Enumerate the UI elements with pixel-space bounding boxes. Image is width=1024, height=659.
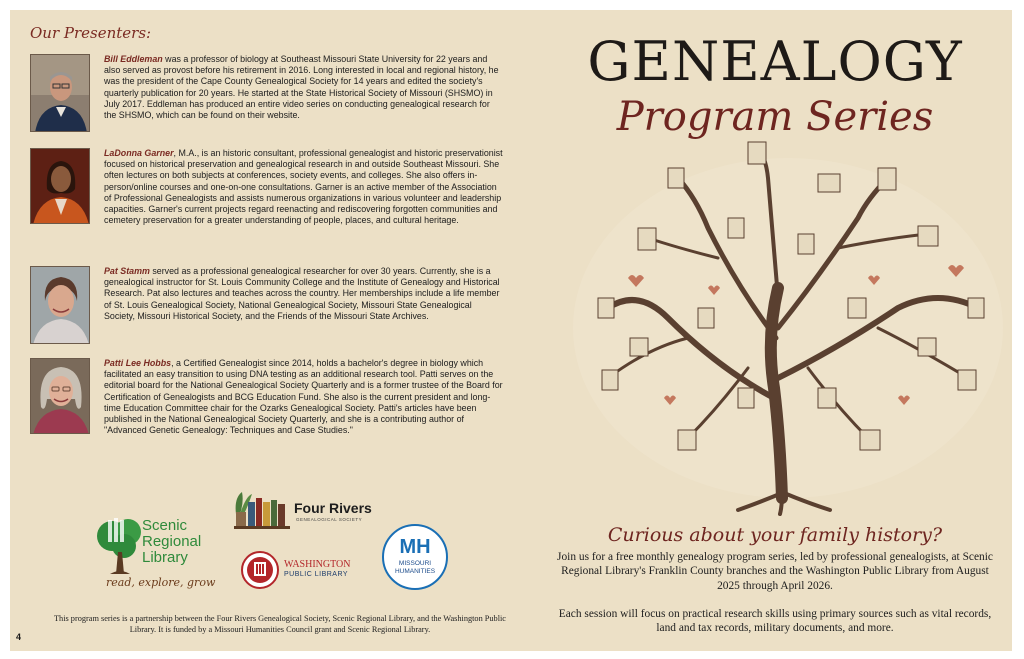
footer-note: This program series is a partnership between the Four Rivers Genealogical Society, Scenic Regional Library, and the Washington Public Library. It is funded by a Missouri Humanities Council grant and Scenic Regional Library.: [53, 614, 506, 634]
title-sub: Program Series: [616, 94, 934, 140]
four-rivers-logo: [232, 488, 382, 530]
sessions-paragraph: Each session will focus on practical research skills using primary sources such as vital records, land and tax records, military documents, and more.: [558, 608, 992, 635]
scenic-logo-line3: Library: [142, 549, 188, 566]
family-tree-illustration: [568, 138, 1008, 518]
tagline: Curious about your family history?: [607, 524, 943, 546]
presenters-heading: Our Presenters:: [30, 24, 152, 42]
washington-line1: WASHINGTON: [284, 559, 351, 570]
intro-paragraph: Join us for a free monthly genealogy program series, led by professional genealogists, at Scenic Regional Library's Franklin County branches and the Washington Public Library from August 2025 through April 2026.: [557, 551, 993, 592]
scenic-regional-library-logo: [94, 508, 234, 598]
presenter-bio: Pat Stamm served as a professional genealogical researcher for over 30 years. Currently, she is a genealogical instructor for St. Louis Community College and the Institute of Genealogy and Historical Research. Pat also lectures and teaches across the country. Her memberships include a life member of St. Louis Genealogical Society, National Genealogical Society, Missouri State Genealogical Society, Missouri Historical Society, and the Friends of the Missouri State Archives.: [104, 266, 500, 321]
scenic-logo-line1: Scenic: [142, 517, 188, 534]
four-rivers-sub: GENEALOGICAL SOCIETY: [296, 517, 363, 522]
presenter-bio: LaDonna Garner, M.A., is an historic consultant, professional genealogist and historic preservationist focused on historical preservation and genealogical research in and outside Southeast Missouri. She often lectures on both subjects at conferences, society events, and colleges. She also offers in-person/online courses and one-on-one consultations. Garner is an active member of the Association of Professional Genealogists and assists numerous organizations in various volunteer and leadership capacities. Garner's current projects regard reenacting and rediscovering forgotten communities and cemetery preservation for a greater understanding of people, places, and cultural heritage.: [104, 148, 503, 226]
presenter-name: Pat Stamm: [104, 266, 150, 276]
washington-line2: PUBLIC LIBRARY: [284, 571, 349, 578]
presenter-photo: [30, 54, 90, 132]
presenter-photo: [30, 148, 90, 224]
presenter-patti-lee-hobbs: [30, 358, 503, 468]
four-rivers-name: Four Rivers: [294, 500, 372, 516]
washington-public-library-logo: [240, 550, 390, 590]
presenter-photo: [30, 266, 90, 344]
presenter-name: Patti Lee Hobbs: [104, 358, 172, 368]
presenter-name: LaDonna Garner: [104, 148, 174, 158]
washington-seal-icon: [240, 550, 280, 590]
presenter-bio: Bill Eddleman was a professor of biology at Southeast Missouri State University for 22 years and also served as provost before his retirement in 2016. Long interested in local and regional history, he was the president of the Cape County Genealogical Society for 14 years and edited the society's quarterly publication for 20 years. He started at the State Historical Society of Missouri (SHSMO) in July 2017. Eddleman has produced an entire video series on conducting genealogical research for the SHSMO, which can be found on their website.: [104, 54, 499, 121]
books-icon: [232, 488, 292, 530]
presenter-bio: Patti Lee Hobbs, a Certified Genealogist since 2014, holds a bachelor's degree in biology which facilitated an easy transition to using DNA testing as an additional research tool. Patti serves on the editorial board for the National Genealogical Society Quarterly and is a former trustee of the Board for Certification of Genealogists and BCG Education Fund. She also is the current president and long-time Education Committee chair for the Ozarks Genealogical Society. Patti's articles have been published in the National Genealogical Society Quarterly, and she is a contributing author of "Advanced Genetic Genealogy: Techniques and Case Studies.": [104, 358, 503, 436]
title-main: GENEALOGY: [587, 30, 963, 93]
presenter-ladonna-garner: [30, 148, 503, 266]
presenter-pat-stamm: [30, 266, 500, 346]
mh-line1: MISSOURI: [398, 560, 432, 567]
mh-letters: MH: [399, 536, 431, 558]
missouri-humanities-logo: [382, 524, 448, 590]
presenter-bill-eddleman: [30, 54, 500, 144]
scenic-logo-line2: Regional: [142, 533, 202, 550]
page-number: 4: [16, 632, 22, 642]
presenter-name: Bill Eddleman: [104, 54, 163, 64]
flyer-page: [10, 10, 1012, 651]
mh-line2: HUMANITIES: [394, 567, 436, 575]
scenic-logo-tagline: read, explore, grow: [106, 576, 216, 589]
presenter-photo: [30, 358, 90, 434]
